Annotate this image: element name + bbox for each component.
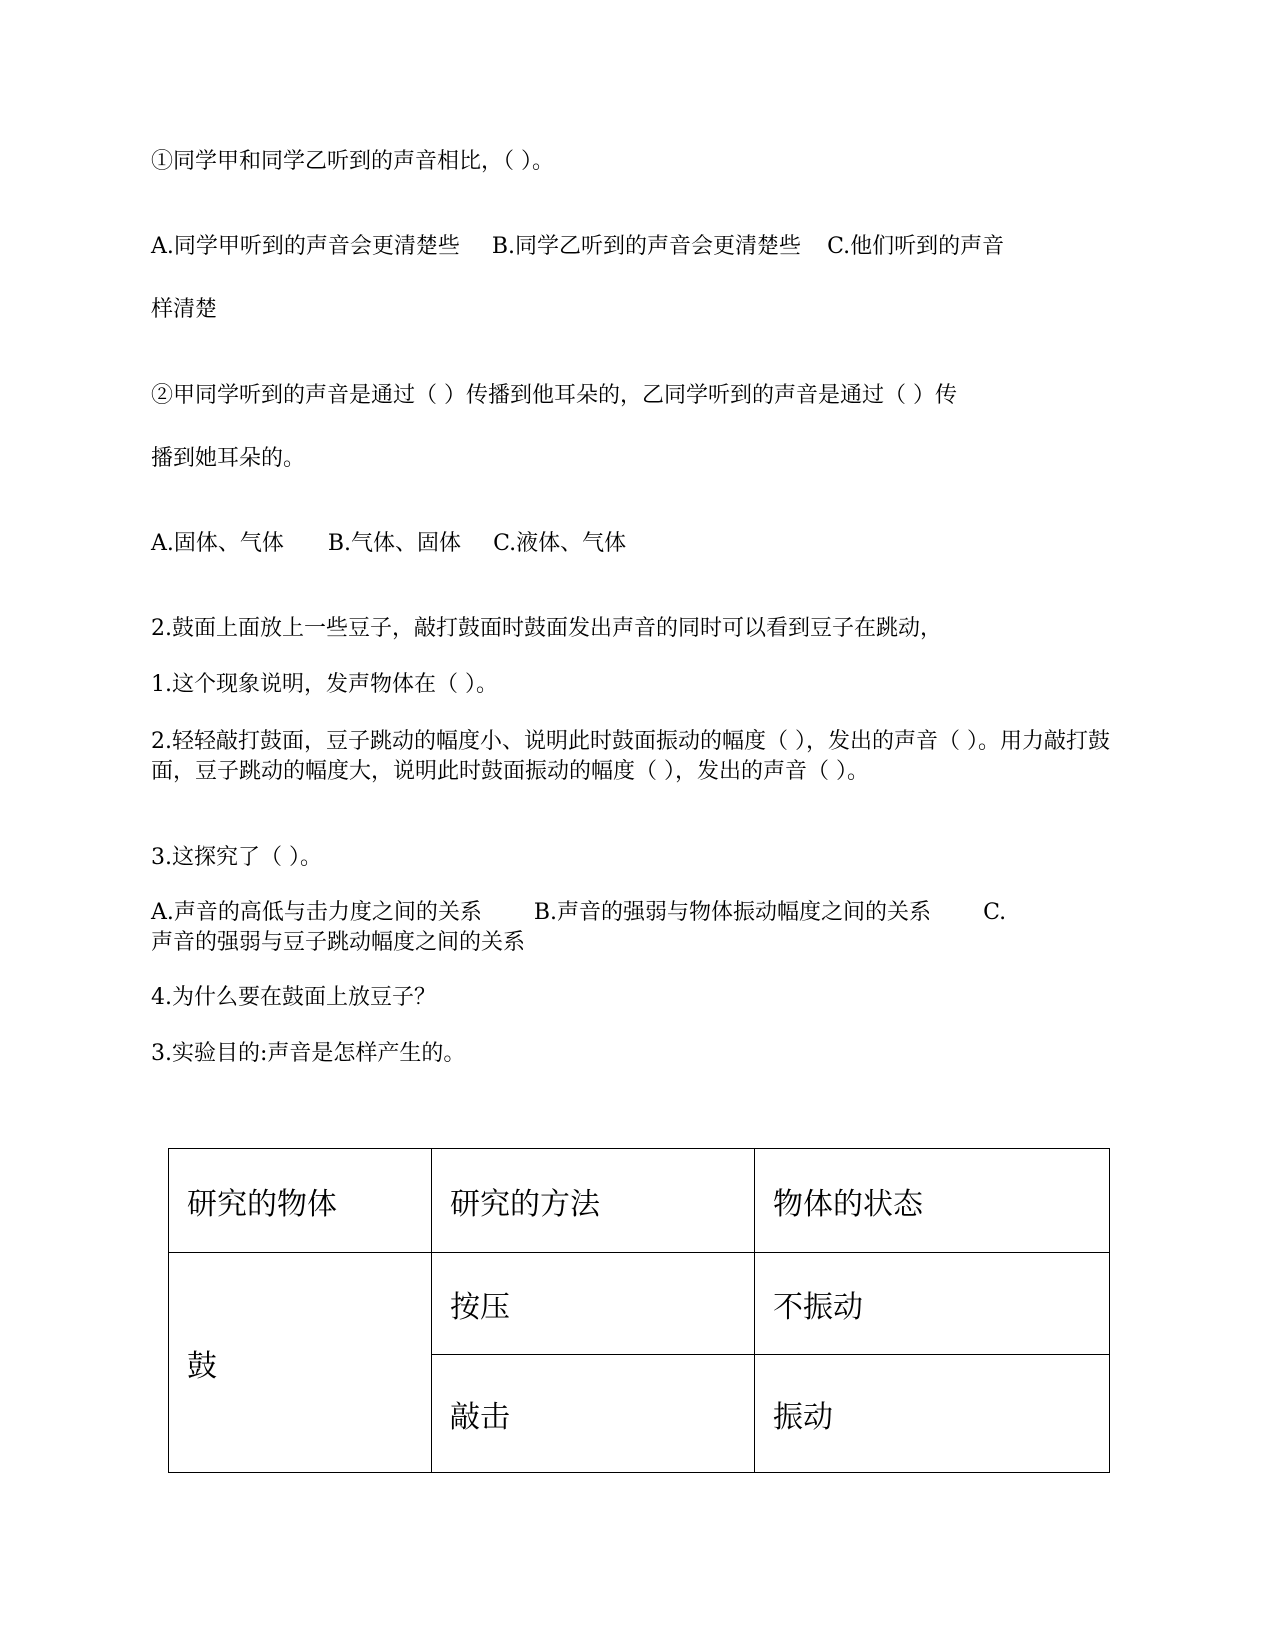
method-cell: 按压 [432, 1253, 755, 1355]
question-2-stem: ②甲同学听到的声音是通过（ ）传播到他耳朵的，乙同学听到的声音是通过（ ）传 [151, 383, 957, 408]
option-a: A.声音的高低与击力度之间的关系 [151, 900, 482, 925]
question-1-stem: ①同学甲和同学乙听到的声音相比，（ ）。 [151, 149, 554, 174]
object-cell: 鼓 [169, 1253, 432, 1473]
option-b: B.气体、固体 [327, 531, 462, 556]
option-c-continuation: 声音的强弱与豆子跳动幅度之间的关系 [151, 930, 526, 955]
sub-question-4: 4.为什么要在鼓面上放豆子？ [151, 985, 436, 1010]
option-c-continuation: 样清楚 [151, 297, 218, 322]
option-c: C.液体、气体 [493, 531, 627, 556]
state-cell: 振动 [755, 1355, 1110, 1473]
section-3-intro: 3.实验目的:声音是怎样产生的。 [151, 1041, 466, 1066]
sub-question-3: 3.这探究了（ ）。 [151, 845, 322, 870]
option-c: C. [983, 900, 1007, 925]
option-a: A.固体、气体 [151, 531, 284, 556]
question-2-stem-cont: 播到她耳朵的。 [151, 446, 306, 471]
question-1-options [151, 232, 1004, 262]
experiment-table [168, 1148, 1110, 1473]
option-b: B.同学乙听到的声音会更清楚些 [491, 234, 802, 259]
method-cell: 敲击 [432, 1355, 755, 1473]
header-object: 研究的物体 [169, 1149, 432, 1253]
sub-question-2: 2.轻轻敲打鼓面，豆子跳动的幅度小、说明此时鼓面振动的幅度（ ），发出的声音（ ）。用力敲打鼓面，豆子跳动的幅度大，说明此时鼓面振动的幅度（ ），发出的声音（ ）。 [151, 729, 1110, 784]
option-c: C.他们听到的声音 [827, 234, 1005, 259]
sub-question-1: 1.这个现象说明，发声物体在（ ）。 [151, 672, 498, 697]
sub-question-3-options [151, 898, 1006, 928]
option-b: B.声音的强弱与物体振动幅度之间的关系 [533, 900, 932, 925]
state-cell: 不振动 [755, 1253, 1110, 1355]
header-state: 物体的状态 [755, 1149, 1110, 1253]
question-2-options [151, 529, 626, 559]
table-header-row [169, 1149, 1110, 1253]
table-row [169, 1253, 1110, 1355]
section-2-intro: 2.鼓面上面放上一些豆子，敲打鼓面时鼓面发出声音的同时可以看到豆子在跳动， [151, 616, 942, 641]
option-a: A.同学甲听到的声音会更清楚些 [151, 234, 460, 259]
header-method: 研究的方法 [432, 1149, 755, 1253]
